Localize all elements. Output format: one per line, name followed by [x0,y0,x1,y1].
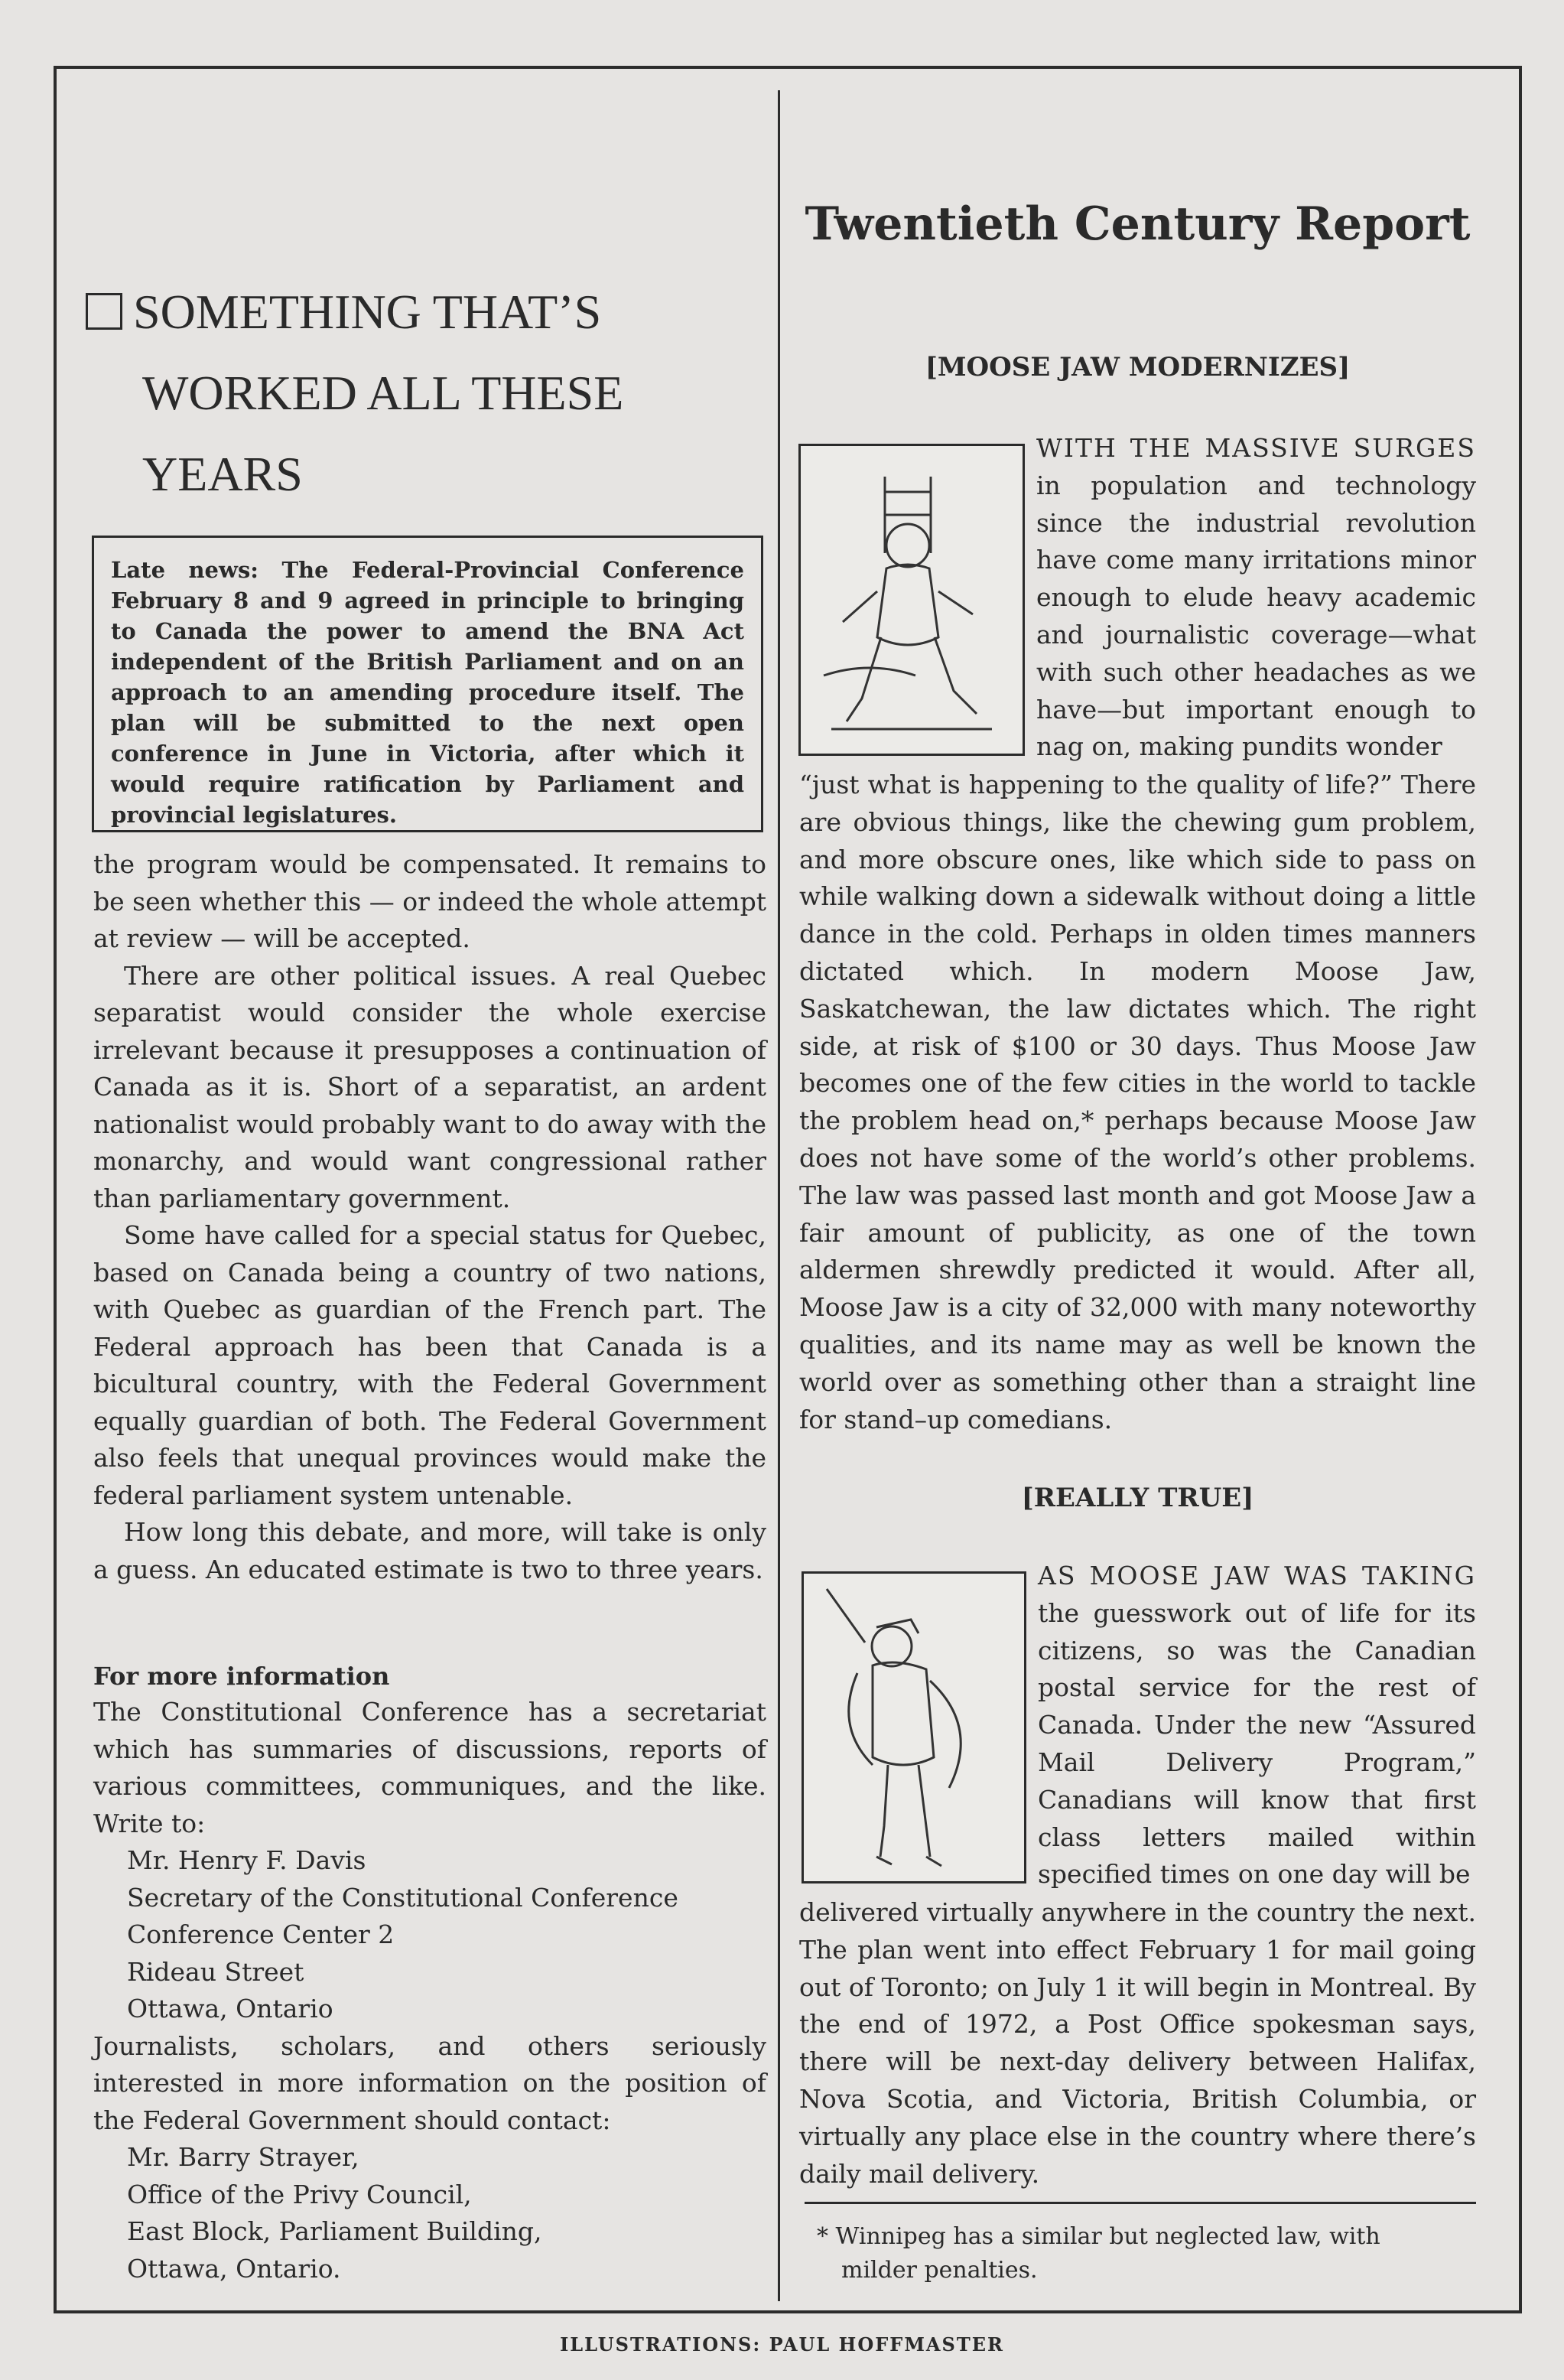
paragraph: There are other political issues. A real Quebec separatist would consider the whole exercise irrelevant because it presupposes a continuation of Canada as it is. Short of a separatist, an ardent nationalist would probably want to do away with the monarchy, and would want congressional rather than parliamentary government. [93,960,766,1213]
section1-wrap-text [1036,430,1476,766]
headline [86,272,759,515]
illustration-credit: ILLUSTRATIONS: PAUL HOFFMASTER [560,2333,1004,2356]
headline-line-3: YEARS [142,447,303,501]
address-line: Ottawa, Ontario. [127,2253,341,2284]
footnote [817,2220,1475,2287]
section1-full-text: “just what is happening to the quality of life?” There are obvious things, like the chewing gum problem, and more obscure ones, like which side to pass on while walking down a sidewalk without doing a little dance in the cold. Perhaps in olden times manners dictated which. In modern Moose Jaw, Saskatchewan, the law dictates which. The right side, at risk of $100 or 30 days. Thus Moose Jaw becomes one of the few cities in the world to tackle the problem head on,* perhaps because Moose Jaw does not have some of the world’s other problems. The law was passed last month and got Moose Jaw a fair amount of publicity, as one of the town aldermen shrewdly predicted it would. After all, Moose Jaw is a city of 32,000 with many noteworthy qualities, and its name may as well be known the world over as something other than a straight line for stand–up comedians. [799,770,1476,1434]
address-line: Conference Center 2 [127,1919,395,1949]
more-info-text: The Constitutional Conference has a secretariat which has summaries of discussions, reports of various committees, communiques, and the like. Write to: [93,1697,766,1838]
headline-line-2: WORKED ALL THESE [142,366,624,420]
illustration-man-in-chair [798,444,1025,756]
column-divider [778,90,780,2301]
sketch-icon [801,446,1023,754]
section2-wrap: the guesswork out of life for its citizens, so was the Canadian postal service for the rest of Canada. Under the new “Assured Mail Delivery Program,” Canadians will know that first class letters mailed within specified times on one day will be [1038,1597,1476,1890]
footnote-line: milder penalties. [841,2257,1038,2284]
journalists-text: Journalists, scholars, and others seriously interested in more information on the position of the Federal Government should contact: [93,2030,766,2135]
paragraph: the program would be compensated. It remains to be seen whether this — or indeed the whole attempt at review — will be accepted. [93,849,766,953]
address-line: Mr. Henry F. Davis [127,1845,366,1875]
section1-lead: WITH THE MASSIVE SURGES [1036,433,1476,463]
footnote-rule [805,2202,1476,2204]
late-news-box: Late news: The Federal-Provincial Conference February 8 and 9 agreed in principle to bringing to Canada the power to amend the BNA Act independent of the British Parliament and on an approach to an amending procedure itself. The plan will be submitted to the next open conference in June in Victoria, after which it would require ratification by Parliament and provincial legislatures. [92,536,763,832]
section-title-really-true: [REALLY TRUE] [1021,1483,1254,1513]
illustration-flying-mailman [802,1571,1026,1883]
address-line: Ottawa, Ontario [127,1994,333,2023]
more-info-heading: For more information [93,1662,390,1691]
address-line: Mr. Barry Strayer, [127,2142,359,2172]
section2-full-text: delivered virtually anywhere in the country the next. The plan went into effect February 1 for mail going out of Toronto; on July 1 it will begin in Montreal. By the end of 1972, a Post Office spokesman says, there will be next-day delivery between Halifax, Nova Scotia, and Victoria, British Columbia, or virtually any place else in the country where there’s daily mail delivery. [799,1897,1476,2189]
section-title-moose-jaw: [MOOSE JAW MODERNIZES] [925,352,1351,383]
paragraph: Some have called for a special status for Quebec, based on Canada being a country of two nations, with Quebec as guardian of the French part. The Federal approach has been that Canada is a bicultural country, with the Federal Government equally guardian of both. The Federal Government also feels that unequal provinces would make the federal parliament system untenable. [93,1220,766,1510]
sketch-icon [804,1574,1024,1881]
address-line: Secretary of the Constitutional Conference [127,1882,678,1913]
checkbox-icon [86,293,122,330]
address-line: East Block, Parliament Building, [127,2216,542,2246]
more-info-section [93,1659,766,2287]
section2-lead: AS MOOSE JAW WAS TAKING [1038,1561,1476,1590]
left-body [93,846,766,1588]
headline-line-1: SOMETHING THAT’S [133,285,602,339]
address-line: Office of the Privy Council, [127,2179,472,2209]
address-line: Rideau Street [127,1956,304,1987]
footnote-line: * Winnipeg has a similar but neglected law, with [817,2223,1380,2250]
section2-wrap-text [1038,1558,1476,1893]
report-title: Twentieth Century Report [805,197,1471,251]
paragraph: How long this debate, and more, will take is only a guess. An educated estimate is two to three years. [93,1517,766,1584]
section1-wrap: in population and technology since the industrial revolution have come many irritations minor enough to elude heavy academic and journalistic coverage—what with such other headaches as we have—but important enough to nag on, making pundits wonder [1036,470,1476,762]
